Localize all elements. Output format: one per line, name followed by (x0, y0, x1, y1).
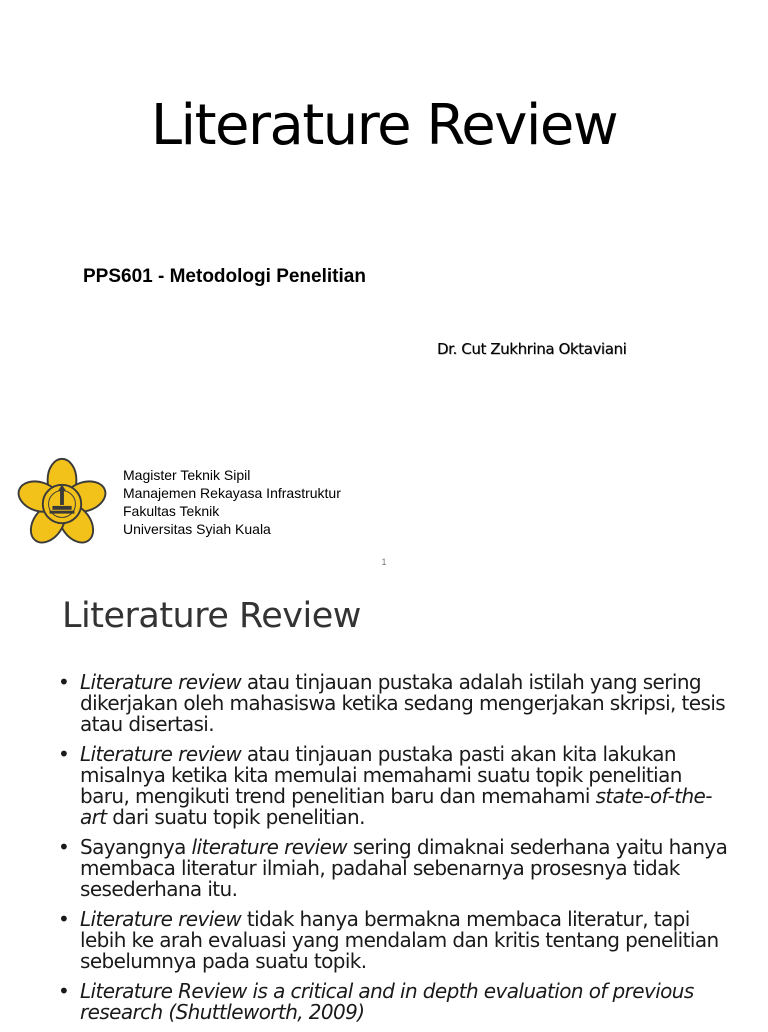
bullet-list (58, 672, 728, 1032)
bullet-item: • Literature review atau tinjauan pustaka adalah istilah yang sering dikerjakan oleh mahasiswa ketika sedang mengerjakan skripsi, tesis atau disertasi. (58, 672, 728, 735)
bullet-item: • Sayangnya literature review sering dimaknai sederhana yaitu hanya membaca literatur ilmiah, padahal sebenarnya prosesnya tidak sesederhana itu. (58, 837, 728, 900)
slide-1-title: Literature Review (150, 93, 618, 158)
author-name: Dr. Cut Zukhrina Oktaviani (437, 340, 627, 358)
slide-2-title: Literature Review (62, 596, 361, 636)
institution-line: Magister Teknik Sipil (123, 467, 251, 483)
bullet-item: • Literature review atau tinjauan pustaka pasti akan kita lakukan misalnya ketika kita memulai memahami suatu topik penelitian baru, mengikuti trend penelitian baru dan memahami state-of-the-art dari suatu topik penelitian. (58, 744, 728, 828)
course-name: PPS601 - Metodologi Penelitian (83, 266, 366, 287)
page-number: 1 (381, 557, 387, 567)
institution-block (123, 466, 341, 538)
bullet-item: • Literature Review is a critical and in depth evaluation of previous research (Shuttleworth, 2009) (58, 981, 728, 1023)
institution-line: Manajemen Rekayasa Infrastruktur (123, 485, 341, 501)
institution-line: Fakultas Teknik (123, 503, 220, 519)
institution-line: Universitas Syiah Kuala (123, 521, 271, 537)
bullet-item: • Literature review tidak hanya bermakna membaca literatur, tapi lebih ke arah evaluasi yang mendalam dan kritis tentang penelitian sebelumnya pada suatu topik. (58, 909, 728, 972)
university-logo (14, 456, 110, 552)
slide-2 (0, 576, 768, 1024)
